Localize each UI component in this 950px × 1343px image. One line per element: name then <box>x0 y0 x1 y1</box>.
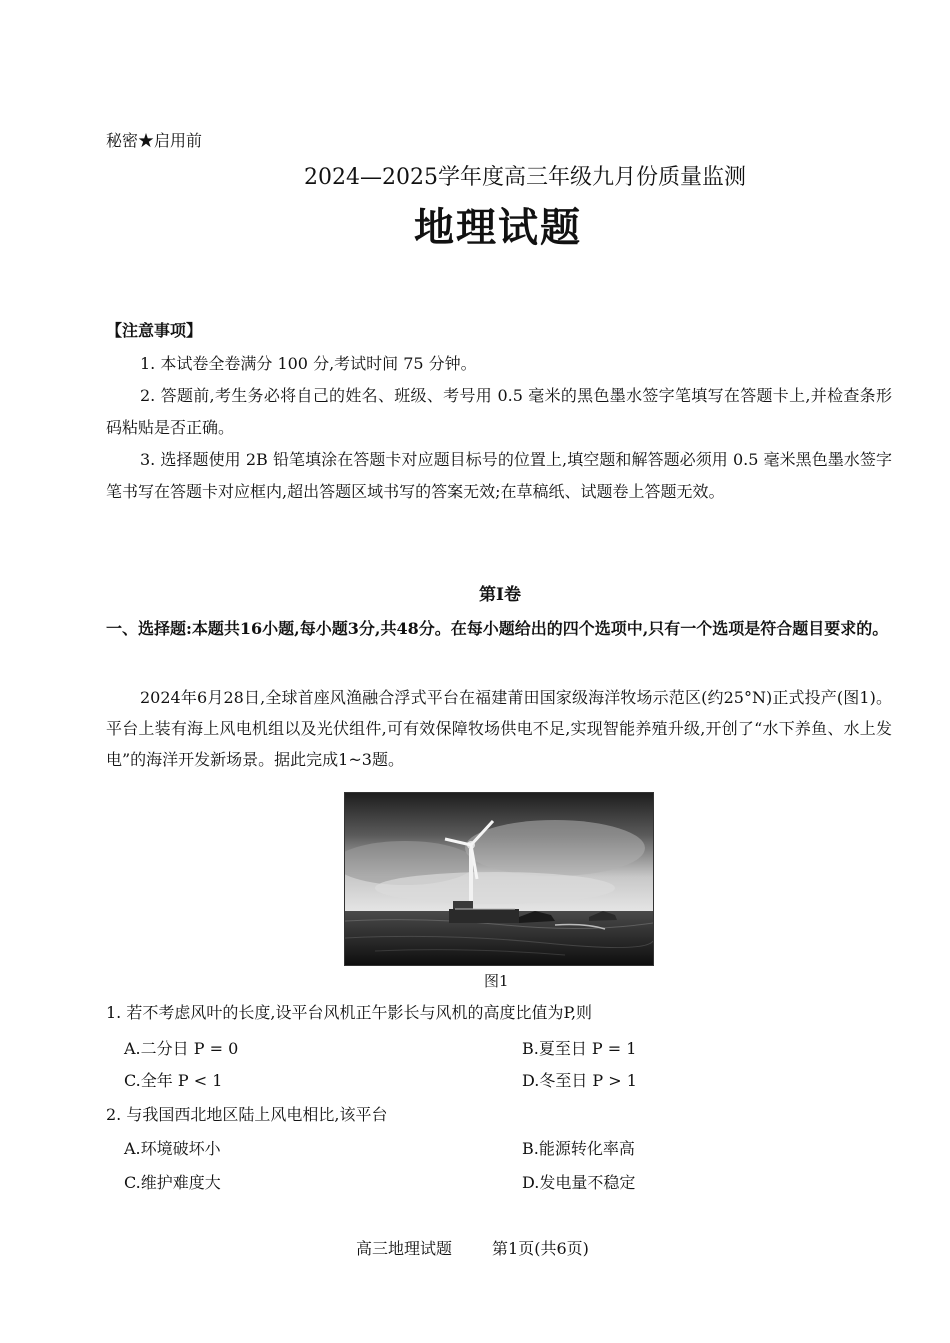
question-1-option-a: A.二分日 P = 0 <box>124 1039 239 1058</box>
question-2-stem: 2. 与我国西北地区陆上风电相比,该平台 <box>106 1105 388 1124</box>
question-1-stem: 1. 若不考虑风叶的长度,设平台风机正午影长与风机的高度比值为P,则 <box>106 1003 593 1022</box>
question-1-option-c: C.全年 P < 1 <box>124 1071 223 1090</box>
wind-platform-photo <box>344 792 654 966</box>
question-1-option-d: D.冬至日 P > 1 <box>522 1071 637 1090</box>
reading-passage: 2024年6月28日,全球首座风渔融合浮式平台在福建莆田国家级海洋牧场示范区(约25°N)正式投产(图1)。平台上装有海上风电机组以及光伏组件,可有效保障牧场供电不足,实现智能养殖升级,开创了“水下养鱼、水上发电”的海洋开发新场景。据此完成1~3题。 <box>106 688 892 769</box>
question-2-option-b: B.能源转化率高 <box>522 1139 635 1158</box>
confidential-label: 秘密★启用前 <box>106 131 203 150</box>
page-title: 地理试题 <box>414 204 582 251</box>
volume-heading: 第Ⅰ卷 <box>479 585 521 605</box>
section-instructions: 一、选择题:本题共16小题,每小题3分,共48分。在每小题给出的四个选项中,只有一个选项是符合题目要求的。 <box>106 619 889 638</box>
note-item-1: 1. 本试卷全卷满分 100 分,考试时间 75 分钟。 <box>140 354 477 373</box>
question-2-option-a: A.环境破坏小 <box>124 1139 221 1158</box>
footer-subject: 高三地理试题 <box>356 1239 453 1258</box>
figure-caption: 图1 <box>484 972 509 990</box>
footer-page-number: 第1页(共6页) <box>492 1239 589 1258</box>
note-item-2: 2. 答题前,考生务必将自己的姓名、班级、考号用 0.5 毫米的黑色墨水签字笔填写在答题卡上,并检查条形码粘贴是否正确。 <box>106 386 892 437</box>
note-item-3: 3. 选择题使用 2B 铅笔填涂在答题卡对应题目标号的位置上,填空题和解答题必须用 0.5 毫米黑色墨水签字笔书写在答题卡对应框内,超出答题区域书写的答案无效;在草稿纸、试题卷上答题无效。 <box>106 450 892 501</box>
question-2-option-c: C.维护难度大 <box>124 1173 221 1192</box>
question-1-option-b: B.夏至日 P = 1 <box>522 1039 637 1058</box>
page-footer <box>356 1236 589 1259</box>
question-2-option-d: D.发电量不稳定 <box>522 1173 636 1192</box>
exam-subtitle: 2024—2025学年度高三年级九月份质量监测 <box>304 165 746 190</box>
notes-heading: 【注意事项】 <box>106 321 203 340</box>
